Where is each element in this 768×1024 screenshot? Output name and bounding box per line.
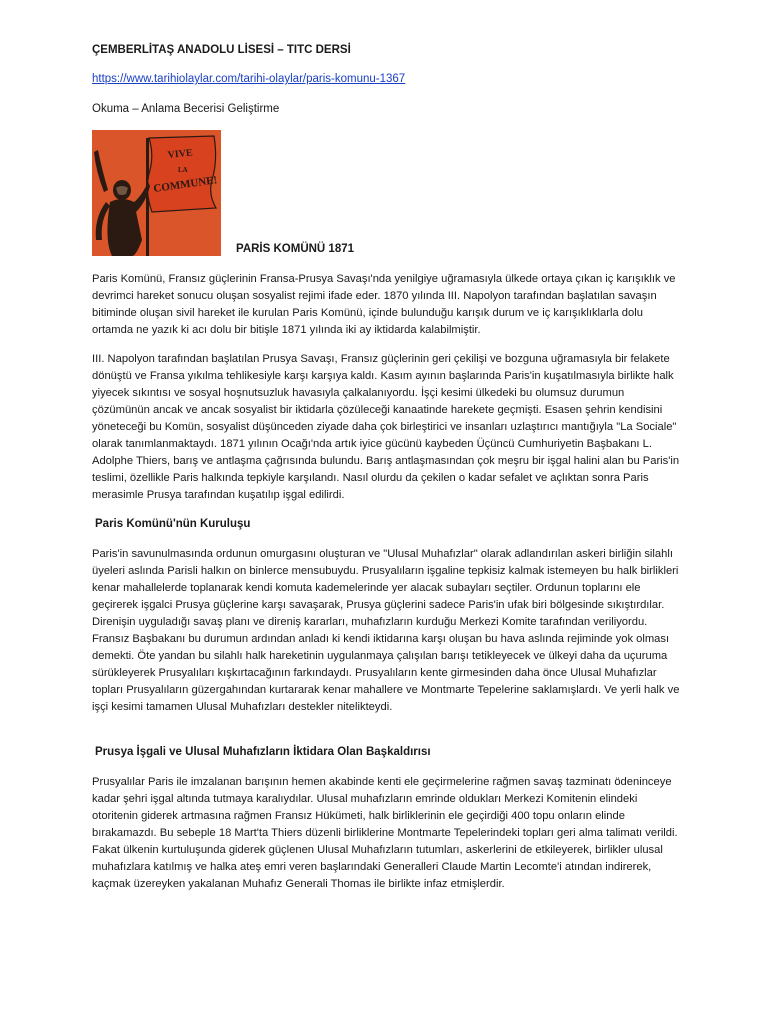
paragraph-4: Prusyalılar Paris ile imzalanan barışının hemen akabinde kenti ele geçirmelerine rağmen savaş tazminatı ödeninceye kadar şehri işgal altında tutmaya karalıydılar. Ulusal muhafızların emrinde oldukları Merkezi Komitenin elindeki otoritenin giderek artmasına rağmen Fransız Hükümeti, halk birliklerinin ele geçirdiği 400 topu onların elinde bırakamazdı. Bu sebeple 18 Mart'ta Thiers düzenli birliklerine Montmarte Tepelerindeki topları geri alma talimatı verildi. Fakat ülkenin kurtuluşunda giderek güçlenen Ulusal Muhafızların tutumları, askerlerini de etkileyerek, birlikler ulusal muhafızlara katılmış ve halka ateş emri veren başlarındaki Generalleri Claude Martin Lecomte'i atından indirerek, kaçmak üzereyken yakalanan Muhafız Generali Thomas ile birlikte infaz etmişlerdir.: [92, 776, 678, 890]
section-heading-1: Paris Komünü'nün Kuruluşu: [95, 518, 251, 530]
paragraph-2: III. Napolyon tarafından başlatılan Prusya Savaşı, Fransız güçlerinin geri çekilişi ve bozguna uğramasıyla bir felakete dönüştü ve Fransa yıkılma tehlikesiyle karşı karşıya kaldı. Kasım ayının başlarında Paris'in kuşatılmasıyla birlikte halk yiyecek sıkıntısı ve sosyal hoşnutsuzluk havasıyla çalkalanıyordu. İşçi kesimi ülkedeki bu olumsuz durumun çözümünün ancak ve ancak sosyalist bir iktidarla çözüleceği kanaatinde harekete geçmişti. Esasen şehrin kendisini yöneteceği bu Komün, sosyalist düşünceden ziyade daha çok birleştirici ve insanları uzlaştırıcı mantığıyla "La Sociale" olarak tanımlanmaktaydı. 1871 yılının Ocağı'nda artık iyice gücünü kaybeden Üçüncü Cumhuriyetin Başbakanı L. Adolphe Thiers, barış ve antlaşma çağrısında bulundu. Barış antlaşmasından çok meşru bir işgal halini alan bu Paris'in teslimi, özellikle Paris halkında tepkiyle karşılandı. Nasıl olurdu da çekilen o kadar sefalet ve açlıktan sonra Paris merasimle Prusya tarafından kuşatılıp işgal edilirdi.: [92, 353, 680, 501]
document-title: PARİS KOMÜNÜ 1871: [236, 243, 355, 255]
flag-text-commune: COMMUNE!: [152, 174, 218, 195]
subtitle: Okuma – Anlama Becerisi Geliştirme: [92, 103, 280, 115]
paragraph-3: Paris'in savunulmasında ordunun omurgasını oluşturan ve "Ulusal Muhafızlar" olarak adlandırılan askeri birliğin silahlı üyeleri aslında Parisli halkın on binlerce mensubuydu. Prusyalıların işgaline tepkisiz kalmak istemeyen bu halk birlikleri kenar mahallelerde toplanarak kendi komuta kademelerinde yer alacak subayları seçtiler. Ordunun toplarını ele geçirerek işgalci Prusya güçlerine karşı savaşarak, Prusya güçlerini sadece Paris'in ufak biri bölgesinde sıkıştırdılar. Direnişin uyguladığı savaş planı ve direniş kararları, muhafızların kurduğu Merkezi Komite tarafından veriliyordu. Fransız Başbakanı bu durumun ardından anladı ki kendi iktidarına karşı oluşan bu hava aslında rejiminde yok olması demekti. Öte yandan bu silahlı halk hareketinin uygulanmaya çalışılan barışı tetikleyecek ve ülkeyi daha da uçuruma sürükleyerek Prusyalıları kışkırtacağının farkındaydı. Prusyalıların kente girmesinden daha önce Ulusal Muhafızlar topları Prusyalıların güzergahından kurtararak kenar mahallere ve Montmarte Tepelerine saklamışlardı. Ve yerli halk ve işçi kesimi tamamen Ulusal Muhafızları destekler nitelikteydi.: [92, 548, 680, 713]
vive-la-commune-poster: [92, 130, 221, 256]
paragraph-1: Paris Komünü, Fransız güçlerinin Fransa-Prusya Savaşı'nda yenilgiye uğramasıyla ülkede ortaya çıkan iç karışıklık ve devrimci hareket sonucu oluşan sosyalist rejimi ifade eder. 1870 yılında III. Napolyon tarafından başlatılan savaşın bitiminde oluşan sivil hareket ile kurulan Paris Komünü, içinde bulunduğu karışık durum ve iç karışıklıklarla dolu ortamda ne yazık ki acı dolu bir bitişle 1871 yılında iki ay iktidarda kalabilmiştir.: [92, 273, 676, 336]
flag-text-la: LA: [178, 166, 188, 174]
section-heading-2: Prusya İşgali ve Ulusal Muhafızların İktidara Olan Başkaldırısı: [95, 746, 431, 758]
flag-text-vive: VIVE: [167, 147, 194, 161]
school-title: ÇEMBERLİTAŞ ANADOLU LİSESİ – TITC DERSİ: [92, 44, 351, 56]
source-link[interactable]: https://www.tarihiolaylar.com/tarihi-olaylar/paris-komunu-1367: [92, 73, 406, 85]
